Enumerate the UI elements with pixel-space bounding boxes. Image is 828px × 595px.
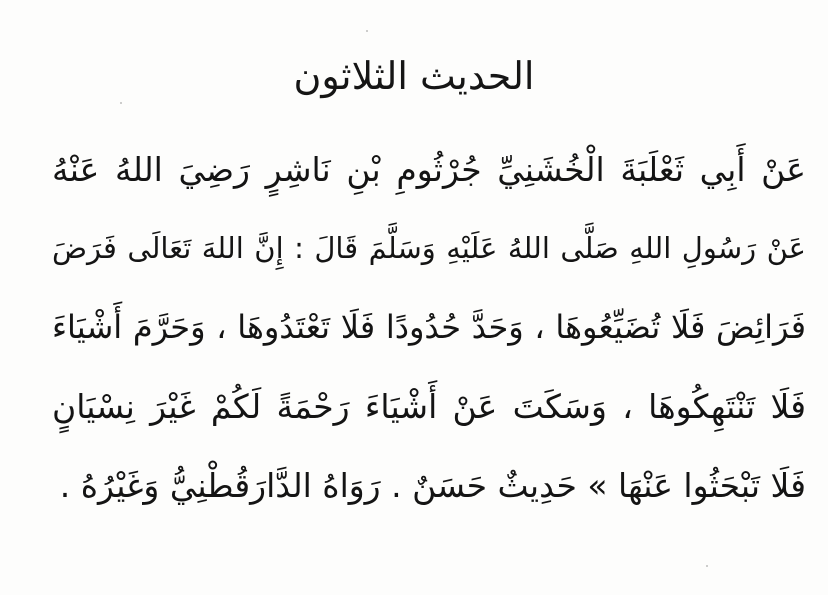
hadith-text bbox=[52, 130, 806, 525]
text-line-4: فَلَا تَنْتَهِكُوهَا ، وَسَكَتَ عَنْ أَشْيَاءَ رَحْمَةً لَكُمْ غَيْرَ نِسْيَانٍ bbox=[52, 387, 806, 426]
scan-speck bbox=[706, 565, 708, 567]
scan-speck bbox=[120, 102, 122, 104]
hadith-title: الحديث الثلاثون bbox=[293, 54, 535, 98]
text-line-2: عَنْ رَسُولِ اللهِ صَلَّى اللهُ عَلَيْهِ وَسَلَّمَ قَالَ : إِنَّ اللهَ تَعَالَى فَرَضَ bbox=[52, 231, 806, 265]
text-line-5: فَلَا تَبْحَثُوا عَنْهَا » حَدِيثٌ حَسَنٌ . رَوَاهُ الدَّارَقُطْنِيُّ وَغَيْرُهُ . bbox=[59, 466, 806, 505]
text-line-3: فَرَائِضَ فَلَا تُضَيِّعُوهَا ، وَحَدَّ حُدُودًا فَلَا تَعْتَدُوهَا ، وَحَرَّمَ أَشْيَاءَ bbox=[52, 308, 806, 346]
text-line-1: عَنْ أَبِي ثَعْلَبَةَ الْخُشَنِيِّ جُرْثُومِ بْنِ نَاشِرٍ رَضِيَ اللهُ عَنْهُ bbox=[52, 150, 806, 189]
scan-speck bbox=[366, 30, 368, 32]
